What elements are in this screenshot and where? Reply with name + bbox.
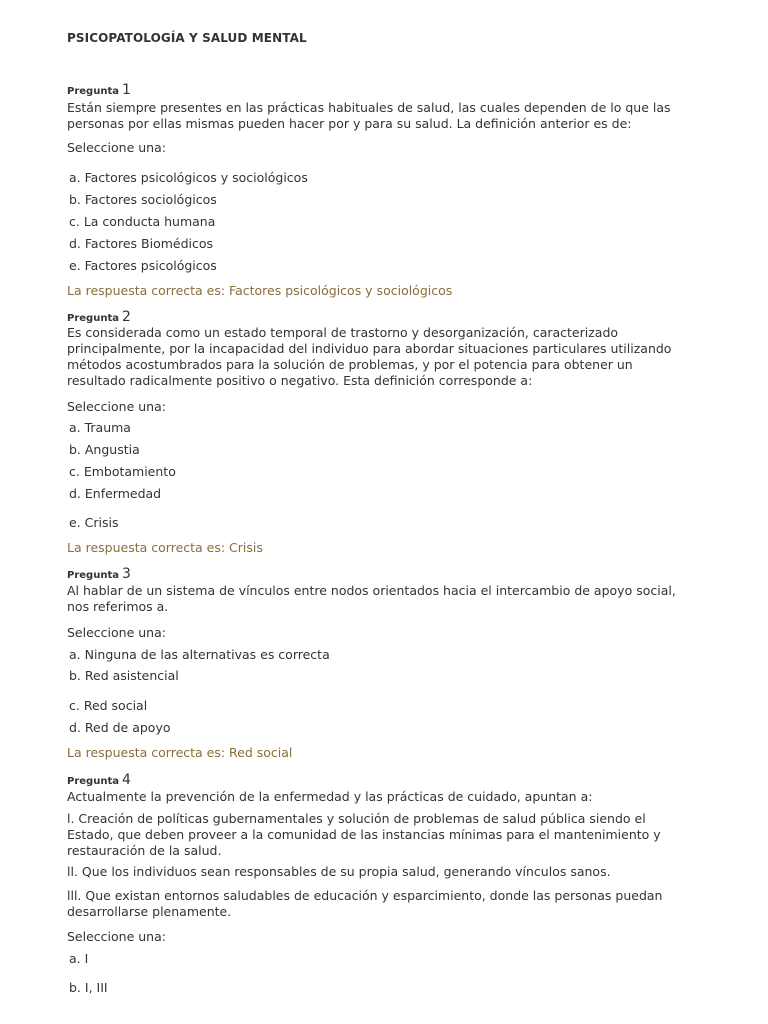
question-number: 3 — [121, 566, 131, 582]
question-3-option-d[interactable]: d. Red de apoyo — [69, 720, 171, 735]
question-2-option-e[interactable]: e. Crisis — [69, 515, 119, 530]
question-number: 4 — [121, 772, 131, 788]
question-1-option-e[interactable]: e. Factores psicológicos — [69, 258, 217, 273]
question-2-prompt: Seleccione una: — [67, 399, 166, 414]
question-label: Pregunta — [67, 570, 119, 581]
question-label: Pregunta — [67, 313, 119, 324]
question-1-text: Están siempre presentes en las prácticas habituales de salud, las cuales dependen de lo que las personas por ellas mismas pueden hacer por y para su salud. La definición anterior es de: — [67, 100, 671, 131]
question-2-option-d[interactable]: d. Enfermedad — [69, 486, 162, 501]
question-number: 1 — [121, 82, 131, 98]
question-1-correct-answer: La respuesta correcta es: Factores psicológicos y sociológicos — [67, 283, 453, 298]
question-2-text: Es considerada como un estado temporal de trastorno y desorganización, caracterizado principalmente, por la incapacidad del individuo para abordar situaciones particulares utilizando métodos acostumbrados para la solución de problemas, y por el potencia para obtener un resultado radicalmente positivo o negativo. Esta definición corresponde a: — [67, 325, 672, 388]
question-2-option-a[interactable]: a. Trauma — [69, 420, 131, 435]
question-3-correct-answer: La respuesta correcta es: Red social — [67, 745, 293, 760]
question-4-statement-1: l. Creación de políticas gubernamentales y solución de problemas de salud pública siendo el Estado, que deben proveer a la comunidad de las instancias mínimas para el mantenimiento y restauración de la salud. — [67, 811, 661, 858]
document-title: PSICOPATOLOGÍA Y SALUD MENTAL — [67, 31, 307, 45]
question-1-header — [67, 83, 131, 99]
question-4-statement-2: ll. Que los individuos sean responsables de su propia salud, generando vínculos sanos. — [67, 864, 611, 879]
question-4-header — [67, 773, 131, 789]
question-3-option-a[interactable]: a. Ninguna de las alternativas es correcta — [69, 647, 330, 662]
question-2-option-c[interactable]: c. Embotamiento — [69, 464, 176, 479]
question-3-option-b[interactable]: b. Red asistencial — [69, 668, 179, 683]
question-3-header — [67, 567, 131, 583]
question-1-prompt: Seleccione una: — [67, 140, 166, 155]
question-number: 2 — [121, 309, 131, 325]
question-3-prompt: Seleccione una: — [67, 625, 166, 640]
question-3-text: Al hablar de un sistema de vínculos entre nodos orientados hacia el intercambio de apoyo social, nos referimos a. — [67, 583, 676, 614]
question-4-option-b[interactable]: b. I, III — [69, 980, 108, 995]
question-4-option-a[interactable]: a. I — [69, 951, 89, 966]
question-2-option-b[interactable]: b. Angustia — [69, 442, 140, 457]
question-1-option-c[interactable]: c. La conducta humana — [69, 214, 216, 229]
question-3-option-c[interactable]: c. Red social — [69, 698, 148, 713]
question-4-text: Actualmente la prevención de la enfermedad y las prácticas de cuidado, apuntan a: — [67, 789, 593, 804]
question-1-option-b[interactable]: b. Factores sociológicos — [69, 192, 217, 207]
question-4-statement-3: lll. Que existan entornos saludables de educación y esparcimiento, donde las personas puedan desarrollarse plenamente. — [67, 888, 663, 919]
question-1-option-d[interactable]: d. Factores Biomédicos — [69, 236, 214, 251]
question-label: Pregunta — [67, 86, 119, 97]
question-label: Pregunta — [67, 776, 119, 787]
question-1-option-a[interactable]: a. Factores psicológicos y sociológicos — [69, 170, 308, 185]
question-2-correct-answer: La respuesta correcta es: Crisis — [67, 540, 263, 555]
question-4-prompt: Seleccione una: — [67, 929, 166, 944]
question-2-header — [67, 310, 131, 326]
